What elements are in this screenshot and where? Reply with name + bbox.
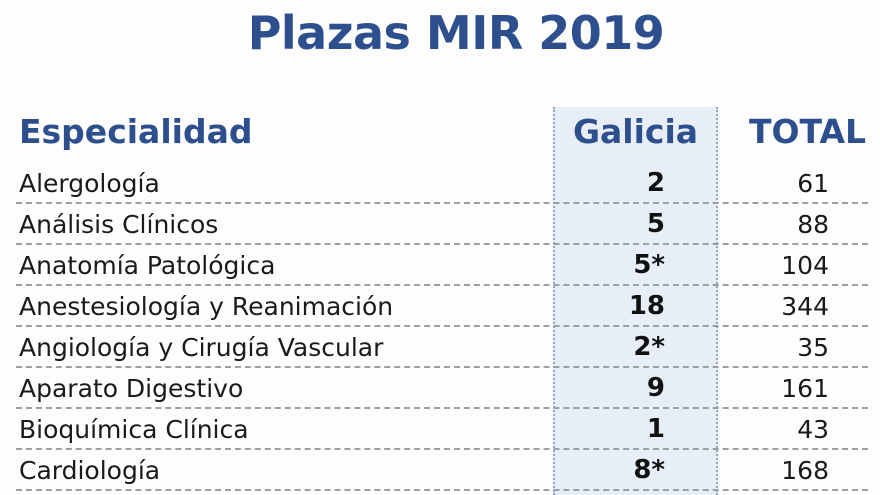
especialidad-cell: Bioquímica Clínica bbox=[19, 415, 249, 444]
total-cell: 104 bbox=[781, 251, 829, 280]
galicia-cell: 9 bbox=[646, 373, 665, 403]
galicia-cell: 1 bbox=[646, 414, 665, 444]
especialidad-cell: Angiología y Cirugía Vascular bbox=[19, 333, 384, 362]
total-cell: 35 bbox=[797, 333, 829, 362]
especialidad-cell: Alergología bbox=[19, 169, 160, 198]
especialidad-cell: Cardiología bbox=[19, 456, 161, 485]
header-especialidad: Especialidad bbox=[19, 112, 253, 151]
header-galicia: Galicia bbox=[572, 112, 699, 151]
table-header bbox=[0, 108, 880, 156]
total-cell: 61 bbox=[797, 169, 829, 198]
table-row bbox=[0, 327, 880, 368]
especialidad-cell: Aparato Digestivo bbox=[19, 374, 244, 403]
table-body bbox=[0, 163, 880, 491]
galicia-cell: 2* bbox=[633, 332, 665, 362]
galicia-cell: 5 bbox=[646, 209, 665, 239]
table-row bbox=[0, 286, 880, 327]
total-cell: 344 bbox=[781, 292, 829, 321]
table-row bbox=[0, 163, 880, 204]
header-total: TOTAL bbox=[748, 112, 867, 151]
total-cell: 88 bbox=[797, 210, 829, 239]
galicia-cell: 8* bbox=[633, 455, 665, 485]
galicia-cell: 2 bbox=[646, 168, 665, 198]
especialidad-cell: Anatomía Patológica bbox=[19, 251, 276, 280]
table-row bbox=[0, 368, 880, 409]
total-cell: 161 bbox=[781, 374, 829, 403]
galicia-cell: 5* bbox=[633, 250, 665, 280]
galicia-cell: 18 bbox=[628, 291, 665, 321]
total-cell: 168 bbox=[781, 456, 829, 485]
table-row bbox=[0, 409, 880, 450]
table-row bbox=[0, 450, 880, 491]
total-cell: 43 bbox=[797, 415, 829, 444]
table-row bbox=[0, 204, 880, 245]
especialidad-cell: Anestesiología y Reanimación bbox=[19, 292, 394, 321]
table-row bbox=[0, 245, 880, 286]
page-title: Plazas MIR 2019 bbox=[247, 6, 665, 60]
especialidad-cell: Análisis Clínicos bbox=[19, 210, 219, 239]
